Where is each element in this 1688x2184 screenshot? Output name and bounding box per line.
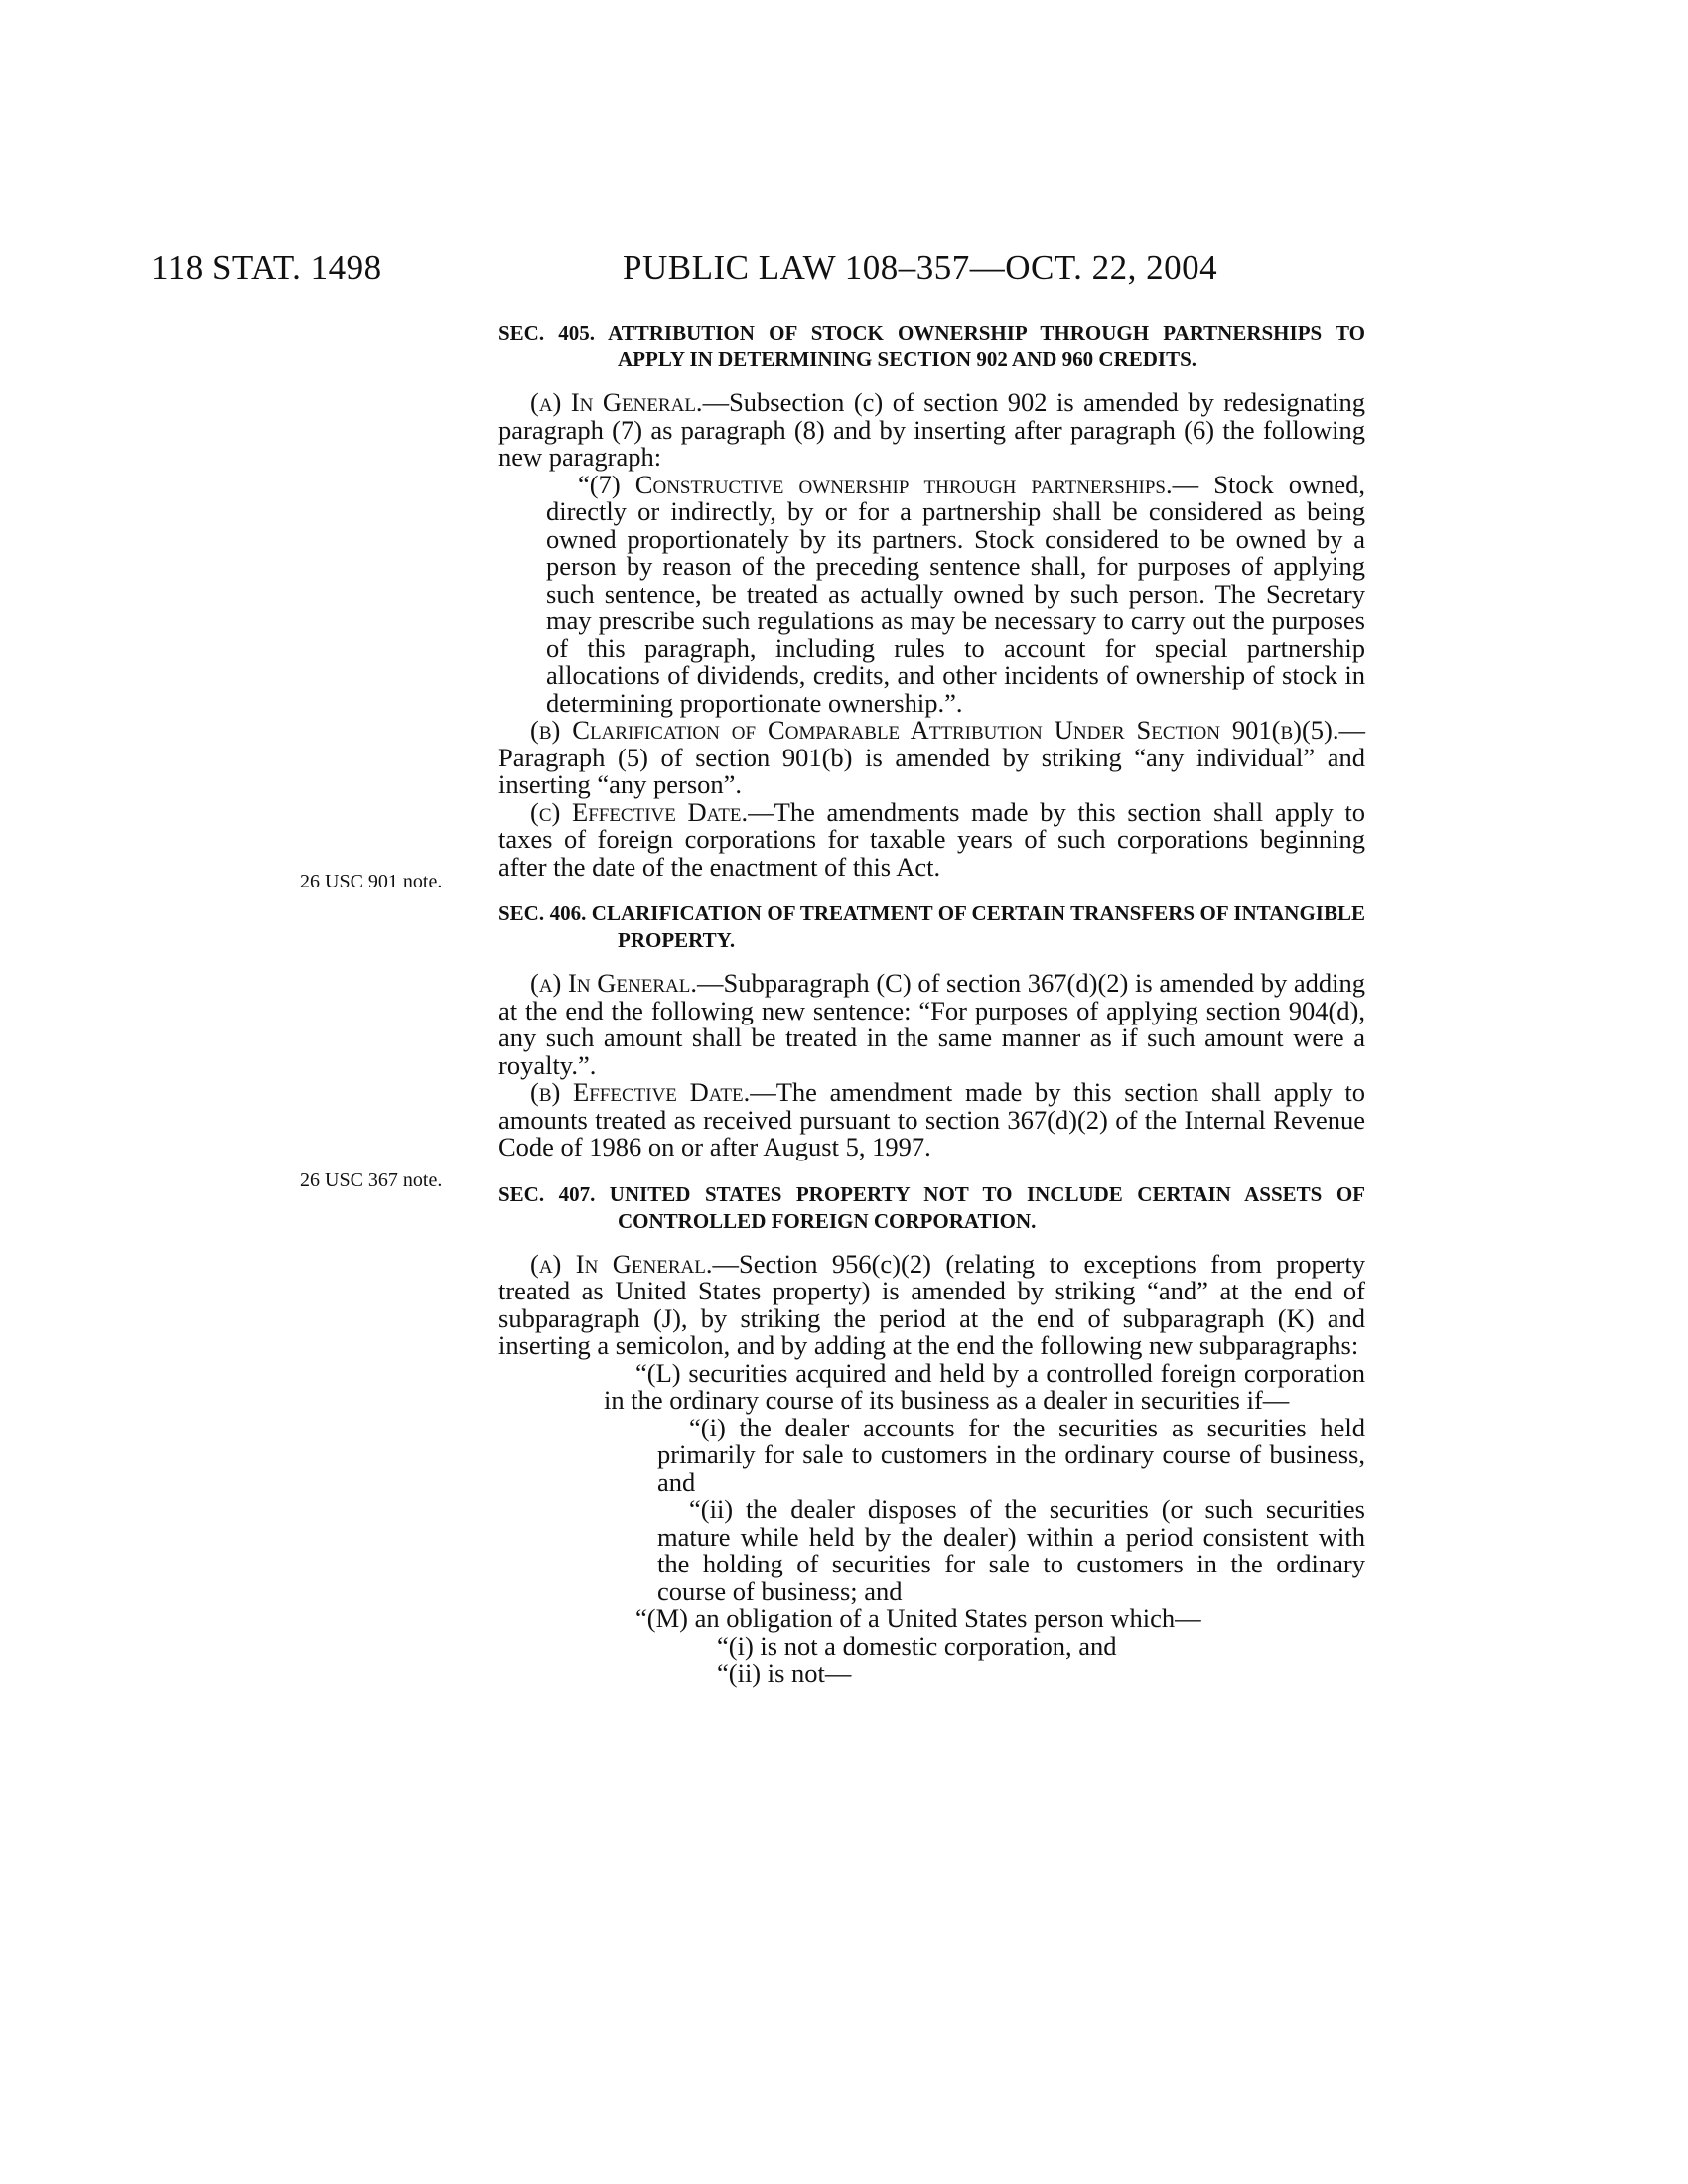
sec405-a7-paragraph: [498, 469, 1365, 718]
sec405-a7-caption: “(7) Constructive ownership through partnerships.: [578, 469, 1173, 499]
sec405-a-paragraph: [498, 389, 1365, 472]
sec407-a-text: —Section 956(c)(2) (relating to exceptions from property treated as United States property) is amended by striking “and” at the end of subparagraph (J), by striking the period at the end of subparagraph (K) and inserting a semicolon, and by adding at the end the following new subparagraphs:: [498, 1248, 1365, 1360]
sec405-b-text: —Paragraph (5) of section 901(b) is amended by striking “any individual” and inserting “any person”.: [498, 715, 1365, 799]
sec405-a-text: —Subsection (c) of section 902 is amended by redesignating paragraph (7) as paragraph (8) and by inserting after paragraph (6) the following new paragraph:: [498, 387, 1365, 472]
margin-note-901: 26 USC 901 note.: [300, 871, 443, 892]
sec406-b-text: —The amendment made by this section shall apply to amounts treated as received pursuant to section 367(d)(2) of the Internal Revenue Code of 1986 on or after August 5, 1997.: [498, 1077, 1365, 1161]
sec406-b-paragraph: [498, 1079, 1365, 1161]
sec405-c-text: —The amendments made by this section shall apply to taxes of foreign corporations for taxable years of such corporations beginning after the date of the enactment of this Act.: [498, 796, 1365, 882]
clause-m-i: “(i) is not a domestic corporation, and: [717, 1630, 1117, 1661]
section-407-heading: SEC. 407. UNITED STATES PROPERTY NOT TO INCLUDE CERTAIN ASSETS OF CONTROLLED FOREIGN CORPORATION.: [498, 1181, 1365, 1233]
sec405-b-paragraph: [498, 717, 1365, 799]
section-405-heading: SEC. 405. ATTRIBUTION OF STOCK OWNERSHIP THROUGH PARTNERSHIPS TO APPLY IN DETERMINING SECTION 902 AND 960 CREDITS.: [498, 321, 1365, 371]
sec405-c-paragraph: [498, 796, 1365, 882]
sec406-b-caption: (b) Effective Date.: [530, 1077, 751, 1107]
subparagraph-l: “(L) securities acquired and held by a controlled foreign corporation in the ordinary course of its business as a dealer in securities if—: [604, 1357, 1365, 1415]
clause-l-ii: “(ii) the dealer disposes of the securities (or such securities mature while held by the dealer) within a period consistent with the holding of securities for sale to customers in the ordinary course of business; and: [657, 1494, 1365, 1606]
clause-m-ii: “(ii) is not—: [717, 1658, 852, 1688]
page-running-title: PUBLIC LAW 108–357—OCT. 22, 2004: [623, 248, 1218, 287]
body-column: [498, 320, 1365, 1688]
stat-page-number: 118 STAT. 1498: [151, 248, 382, 287]
sec406-a-caption: (a) In General.: [530, 968, 697, 998]
sec405-b-caption: (b) Clarification of Comparable Attribution Under Section 901(b)(5).: [530, 715, 1339, 745]
sec405-a7-text: — Stock owned, directly or indirectly, by or for a partnership shall be considered as being owned proportionately by its partners. Stock considered to be owned by a person by reason of the preceding sentence shall, for purposes of applying such sentence, be treated as actually owned by such person. The Secretary may prescribe such regulations as may be necessary to carry out the purposes of this paragraph, including rules to account for special partnership allocations of dividends, credits, and other incidents of ownership of stock in determining proportionate ownership.”.: [546, 469, 1365, 718]
margin-note-367: 26 USC 367 note.: [300, 1169, 443, 1191]
sec405-a-caption: (a) In General.: [530, 387, 703, 417]
sec406-a-text: —Subparagraph (C) of section 367(d)(2) is amended by adding at the end the following new sentence: “For purposes of applying section 904(d), any such amount shall be treated in the same manner as if such amount were a royalty.”.: [498, 968, 1365, 1080]
clause-l-i: “(i) the dealer accounts for the securities as securities held primarily for sale to customers in the ordinary course of business, and: [657, 1412, 1365, 1497]
sec407-a-paragraph: [498, 1248, 1365, 1360]
sec406-a-paragraph: [498, 970, 1365, 1079]
sec407-a-caption: (a) In General.: [530, 1248, 713, 1279]
section-406-heading: SEC. 406. CLARIFICATION OF TREATMENT OF CERTAIN TRANSFERS OF INTANGIBLE PROPERTY.: [498, 901, 1365, 952]
subparagraph-m: “(M) an obligation of a United States person which—: [635, 1603, 1201, 1633]
sec405-c-caption: (c) Effective Date.: [530, 796, 749, 827]
